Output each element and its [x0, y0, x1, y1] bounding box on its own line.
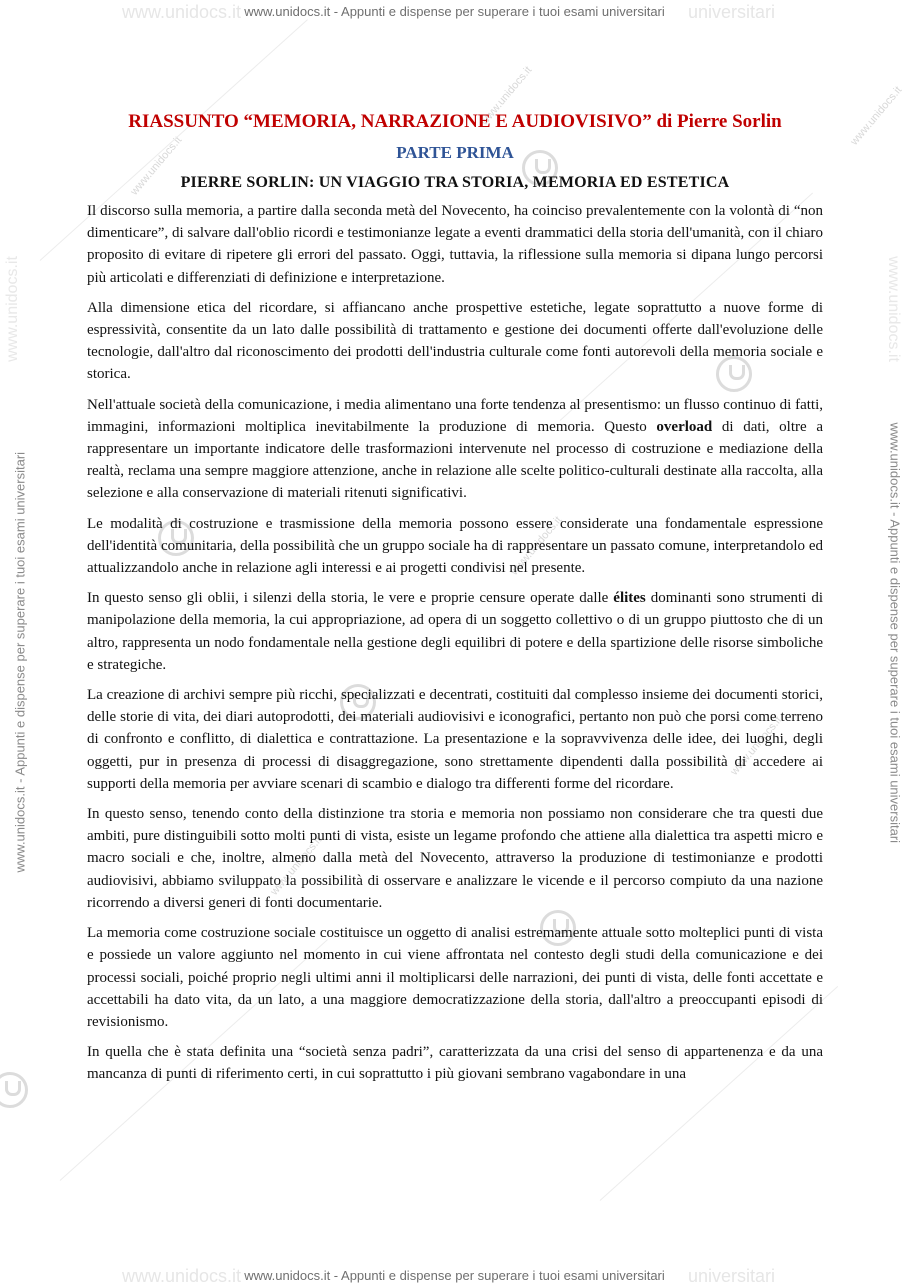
paragraph: Alla dimensione etica del ricordare, si affiancano anche prospettive estetiche, legate soprattutto a nuove forme di espressività, consentite da un lato dalle possibilità di trattamento e gestione dei documenti offerte dall'evoluzione delle tecnologie, dall'altro dal riconoscimento dei prodotti dell'industria culturale come fonti autorevoli della memoria sociale e storica. [87, 299, 823, 383]
watermark-diagonal: www.unidocs.it [128, 134, 185, 198]
document-title: RIASSUNTO “MEMORIA, NARRAZIONE E AUDIOVISIVO” di Pierre Sorlin [128, 111, 782, 132]
watermark-ghost-right-edge: www.unidocs.it [884, 256, 902, 362]
paragraph-text: Nell'attuale società della comunicazione, i media alimentano una forte tendenza al presentismo: un flusso continuo di fatti, immagini, informazioni moltiplica inevitabilmente la produzione di memoria. Questo [87, 396, 823, 435]
watermark-diagonal: www.unidocs.it [728, 714, 785, 778]
paragraph-text: dominanti sono strumenti di manipolazione della memoria, la cui appropriazione, ad opera di un soggetto collettivo o di un gruppo piuttosto che di un altro, rappresenta un nodo fondamentale nella gestione degli equilibri di potere e della spartizione delle risorse simboliche e strategiche. [87, 590, 823, 673]
watermark-ghost-left-edge: www.unidocs.it [3, 256, 21, 362]
paragraph-text: di dati, oltre a rappresentare un importante indicatore delle trasformazioni intervenute nel processo di costruzione e mediazione della realtà, reclama una sempre maggiore attenzione, anche in relazione alle scelte politico-culturali destinate alla raccolta, alla selezione e alla conservazione di materiali ritenuti significativi. [87, 418, 823, 502]
section-title: PIERRE SORLIN: UN VIAGGIO TRA STORIA, MEMORIA ED ESTETICA [180, 174, 730, 191]
paragraph [87, 394, 823, 505]
watermark-ghost-bottom-left: www.unidocs.it [122, 1266, 242, 1286]
watermark-diagonal: www.unidocs.it [848, 84, 905, 148]
watermark-side-left: www.unidocs.it - Appunti e dispense per superare i tuoi esami universitari [12, 451, 28, 873]
paragraph: Le modalità di costruzione e trasmissione della memoria possono essere considerate una fondamentale espressione dell'identità comunitaria, della possibilità che un gruppo sociale ha di rappresentare un passato comune, interpretandolo ed attualizzandolo anche in relazione agli interessi e ai progetti condivisi nel presente. [87, 515, 823, 577]
document-body [87, 108, 823, 1086]
paragraph: La memoria come costruzione sociale costituisce un oggetto di analisi estremamente attuale sotto molteplici punti di vista e possiede un valore aggiunto nel momento in cui viene affrontata nel contesto degli studi della comunicazione e dei processi sociali, poiché proprio negli ultimi anni il moltiplicarsi delle narrazioni, dei punti di vista, delle fonti accettate e accettabili ha dato vita, da un lato, a una maggiore democratizzazione della storia, dall'altro a preoccupanti episodi di revisionismo. [87, 925, 823, 1030]
watermark-ghost-top-left: www.unidocs.it [122, 2, 242, 22]
watermark-banner-bottom: www.unidocs.it - Appunti e dispense per superare i tuoi esami universitari [244, 1268, 665, 1283]
watermark-diagonal: www.unidocs.it [508, 514, 565, 578]
paragraph: In quella che è stata definita una “società senza padri”, caratterizzata da una crisi del senso di appartenenza e da una mancanza di punti di riferimento certi, in cui soprattutto i più giovani sembrano vagabondare in una [87, 1044, 823, 1083]
bold-term: élites [613, 590, 646, 607]
part-title: PARTE PRIMA [396, 143, 514, 162]
unidocs-logo-icon [0, 1072, 28, 1108]
paragraph [87, 587, 823, 676]
paragraph-text: In questo senso gli oblii, i silenzi della storia, le vere e proprie censure operate dalle [87, 590, 614, 607]
bold-term: overload [656, 418, 713, 435]
watermark-ghost-bottom-right: universitari [688, 1266, 776, 1286]
paragraph: In questo senso, tenendo conto della distinzione tra storia e memoria non possiamo non considerare che tra questi due ambiti, pure distinguibili sotto molti punti di vista, esiste un legame profondo che attiene alla dialettica tra aspetti micro e macro sociali e che, inoltre, almeno dalla metà del Novecento, attraverso la produzione di testimonianze e prodotti audiovisivi, abbiamo sviluppato la possibilità di osservare e analizzare le vicende e il percorso compiuto da una nazione ricorrendo a diversi generi di fonti documentarie. [87, 806, 823, 911]
paragraph: La creazione di archivi sempre più ricchi, specializzati e decentrati, costituiti dal complesso insieme dei documenti storici, delle storie di vita, dei diari autoprodotti, dei materiali audiovisivi e iconografici, pertanto non può che porsi come terreno di confronto e conflitto, di dialettica e contrattazione. La presentazione e la sopravvivenza delle idee, dei luoghi, degli oggetti, pur in presenza di processi di disaggregazione, sono strettamente dipendenti dalla possibilità di accedere ai supporti della memoria per avviare scenari di scambio e dialogo tra differenti forme del ricordare. [87, 687, 823, 792]
watermark-diagonal: www.unidocs.it [268, 834, 325, 898]
watermark-side-right: www.unidocs.it - Appunti e dispense per superare i tuoi esami universitari [887, 422, 903, 844]
paragraph: Il discorso sulla memoria, a partire dalla seconda metà del Novecento, ha coinciso prevalentemente con la volontà di “non dimenticare”, di salvare dall'oblio ricordi e testimonianze legate a eventi drammatici della storia dell'umanità, con il chiaro proposito di evitare di ripetere gli errori del passato. Oggi, tuttavia, la riflessione sulla memoria si dipana lungo percorsi più articolati e differenziati di definizione e interpretazione. [87, 203, 823, 286]
watermark-ghost-top-right: universitari [688, 2, 776, 22]
watermark-diagonal: www.unidocs.it [478, 64, 535, 128]
watermark-banner-top: www.unidocs.it - Appunti e dispense per superare i tuoi esami universitari [244, 4, 665, 19]
